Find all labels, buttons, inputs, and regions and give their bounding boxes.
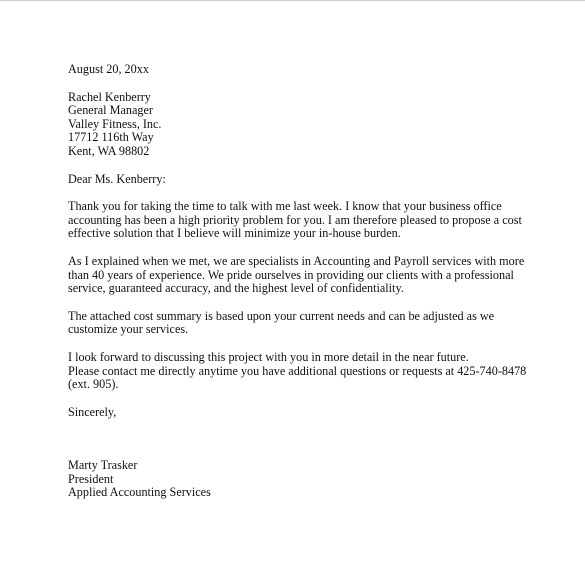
letter-body xyxy=(68,63,538,500)
sender-signature-block xyxy=(68,459,538,500)
sender-title: President xyxy=(68,471,114,486)
recipient-name: Rachel Kenberry xyxy=(68,89,151,104)
paragraph-3 xyxy=(68,310,538,337)
paragraph-4 xyxy=(68,351,538,392)
paragraph-line: (ext. 905). xyxy=(68,377,119,392)
paragraph-1 xyxy=(68,200,538,241)
sender-company: Applied Accounting Services xyxy=(68,485,211,500)
paragraph-line: The attached cost summary is based upon your current needs and can be adjusted as we xyxy=(68,308,495,323)
paragraph-line: customize your services. xyxy=(68,322,189,337)
paragraph-line: service, guaranteed accuracy, and the highest level of confidentiality. xyxy=(68,281,404,296)
paragraph-line: I look forward to discussing this project with you in more detail in the near future. xyxy=(68,349,469,364)
recipient-city-state-zip: Kent, WA 98802 xyxy=(68,143,150,158)
salutation: Dear Ms. Kenberry: xyxy=(68,171,166,186)
paragraph-2 xyxy=(68,255,538,296)
recipient-street: 17712 116th Way xyxy=(68,130,154,145)
paragraph-line: accounting has been a high priority problem for you. I am therefore pleased to propose a cost xyxy=(68,212,522,227)
recipient-company: Valley Fitness, Inc. xyxy=(68,116,162,131)
page-top-border xyxy=(0,0,585,1)
paragraph-line: As I explained when we met, we are specialists in Accounting and Payroll services with more xyxy=(68,253,525,268)
letter-date: August 20, 20xx xyxy=(68,62,149,76)
sender-name: Marty Trasker xyxy=(68,458,138,473)
paragraph-line: effective solution that I believe will minimize your in-house burden. xyxy=(68,226,401,241)
paragraph-line: than 40 years of experience. We pride ourselves in providing our clients with a professional xyxy=(68,267,514,282)
paragraph-line: Thank you for taking the time to talk with me last week. I know that your business office xyxy=(68,199,502,214)
recipient-address-block xyxy=(68,91,538,159)
recipient-title: General Manager xyxy=(68,103,153,118)
paragraph-line: Please contact me directly anytime you have additional questions or requests at 425-740-8478 xyxy=(68,363,527,378)
closing: Sincerely, xyxy=(68,404,117,419)
